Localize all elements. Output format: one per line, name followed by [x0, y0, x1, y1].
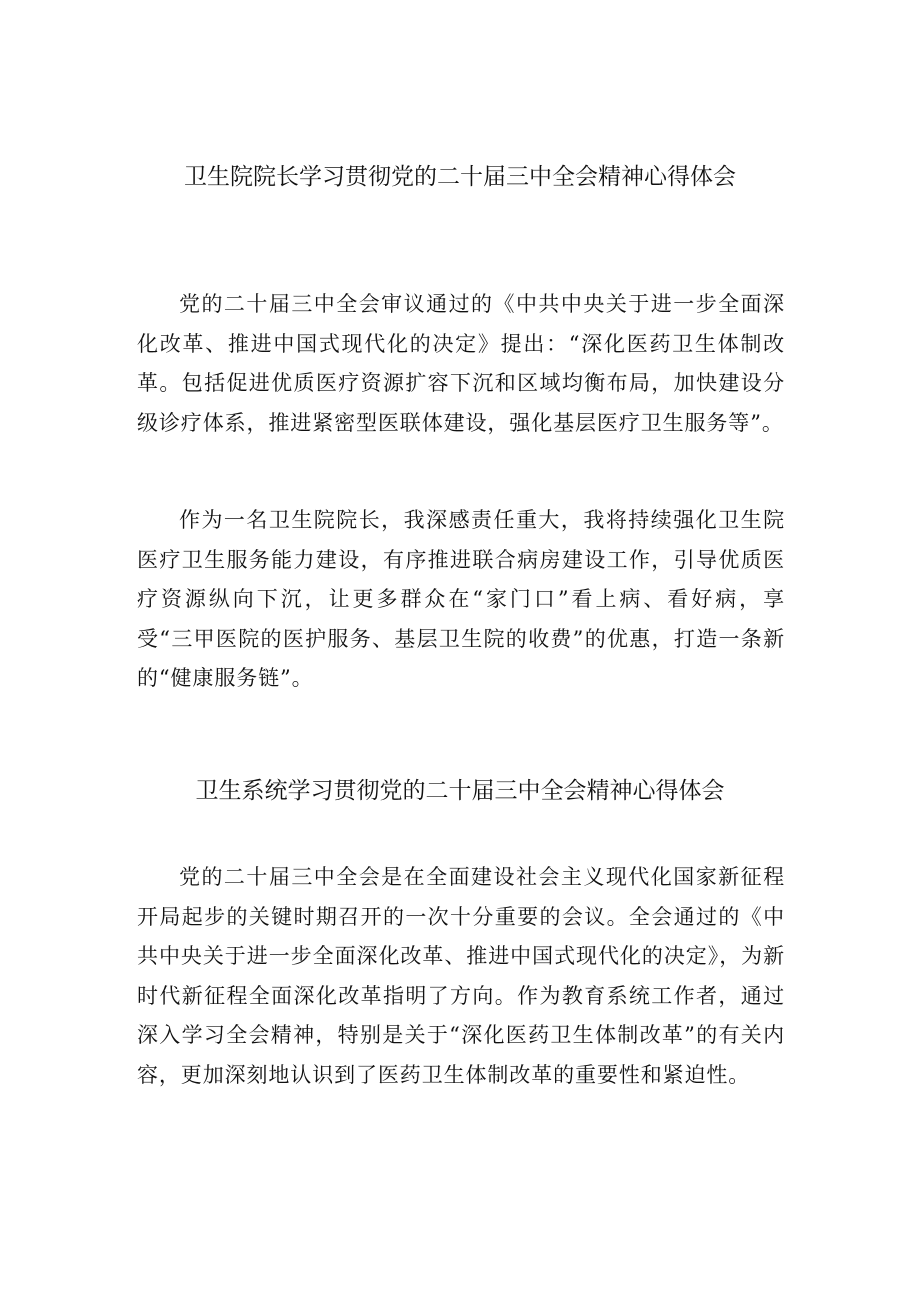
section-2-title: 卫生系统学习贯彻党的二十届三中全会精神心得体会 [195, 778, 725, 804]
section-2-paragraph-1: 党的二十届三中全会是在全面建设社会主义现代化国家新征程开局起步的关键时期召开的一次十分重要的会议。全会通过的《中共中央关于进一步全面深化改革、推进中国式现代化的决定》，为新时代新征程全面深化改革指明了方向。作为教育系统工作者，通过深入学习全会精神，特别是关于“深化医药卫生体制改革”的有关内容，更加深刻地认识到了医药卫生体制改革的重要性和紧迫性。 [137, 865, 785, 1087]
section-1-paragraph-1: 党的二十届三中全会审议通过的《中共中央关于进一步全面深化改革、推进中国式现代化的决定》提出：“深化医药卫生体制改革。包括促进优质医疗资源扩容下沉和区域均衡布局，加快建设分级诊疗体系，推进紧密型医联体建设，强化基层医疗卫生服务等”。 [137, 292, 785, 435]
section-1-title: 卫生院院长学习贯彻党的二十届三中全会精神心得体会 [184, 164, 736, 190]
section-1-paragraph-2: 作为一名卫生院院长，我深感责任重大，我将持续强化卫生院医疗卫生服务能力建设，有序推进联合病房建设工作，引导优质医疗资源纵向下沉，让更多群众在“家门口”看上病、看好病，享受“三甲医院的医护服务、基层卫生院的收费”的优惠，打造一条新的“健康服务链”。 [137, 508, 785, 690]
